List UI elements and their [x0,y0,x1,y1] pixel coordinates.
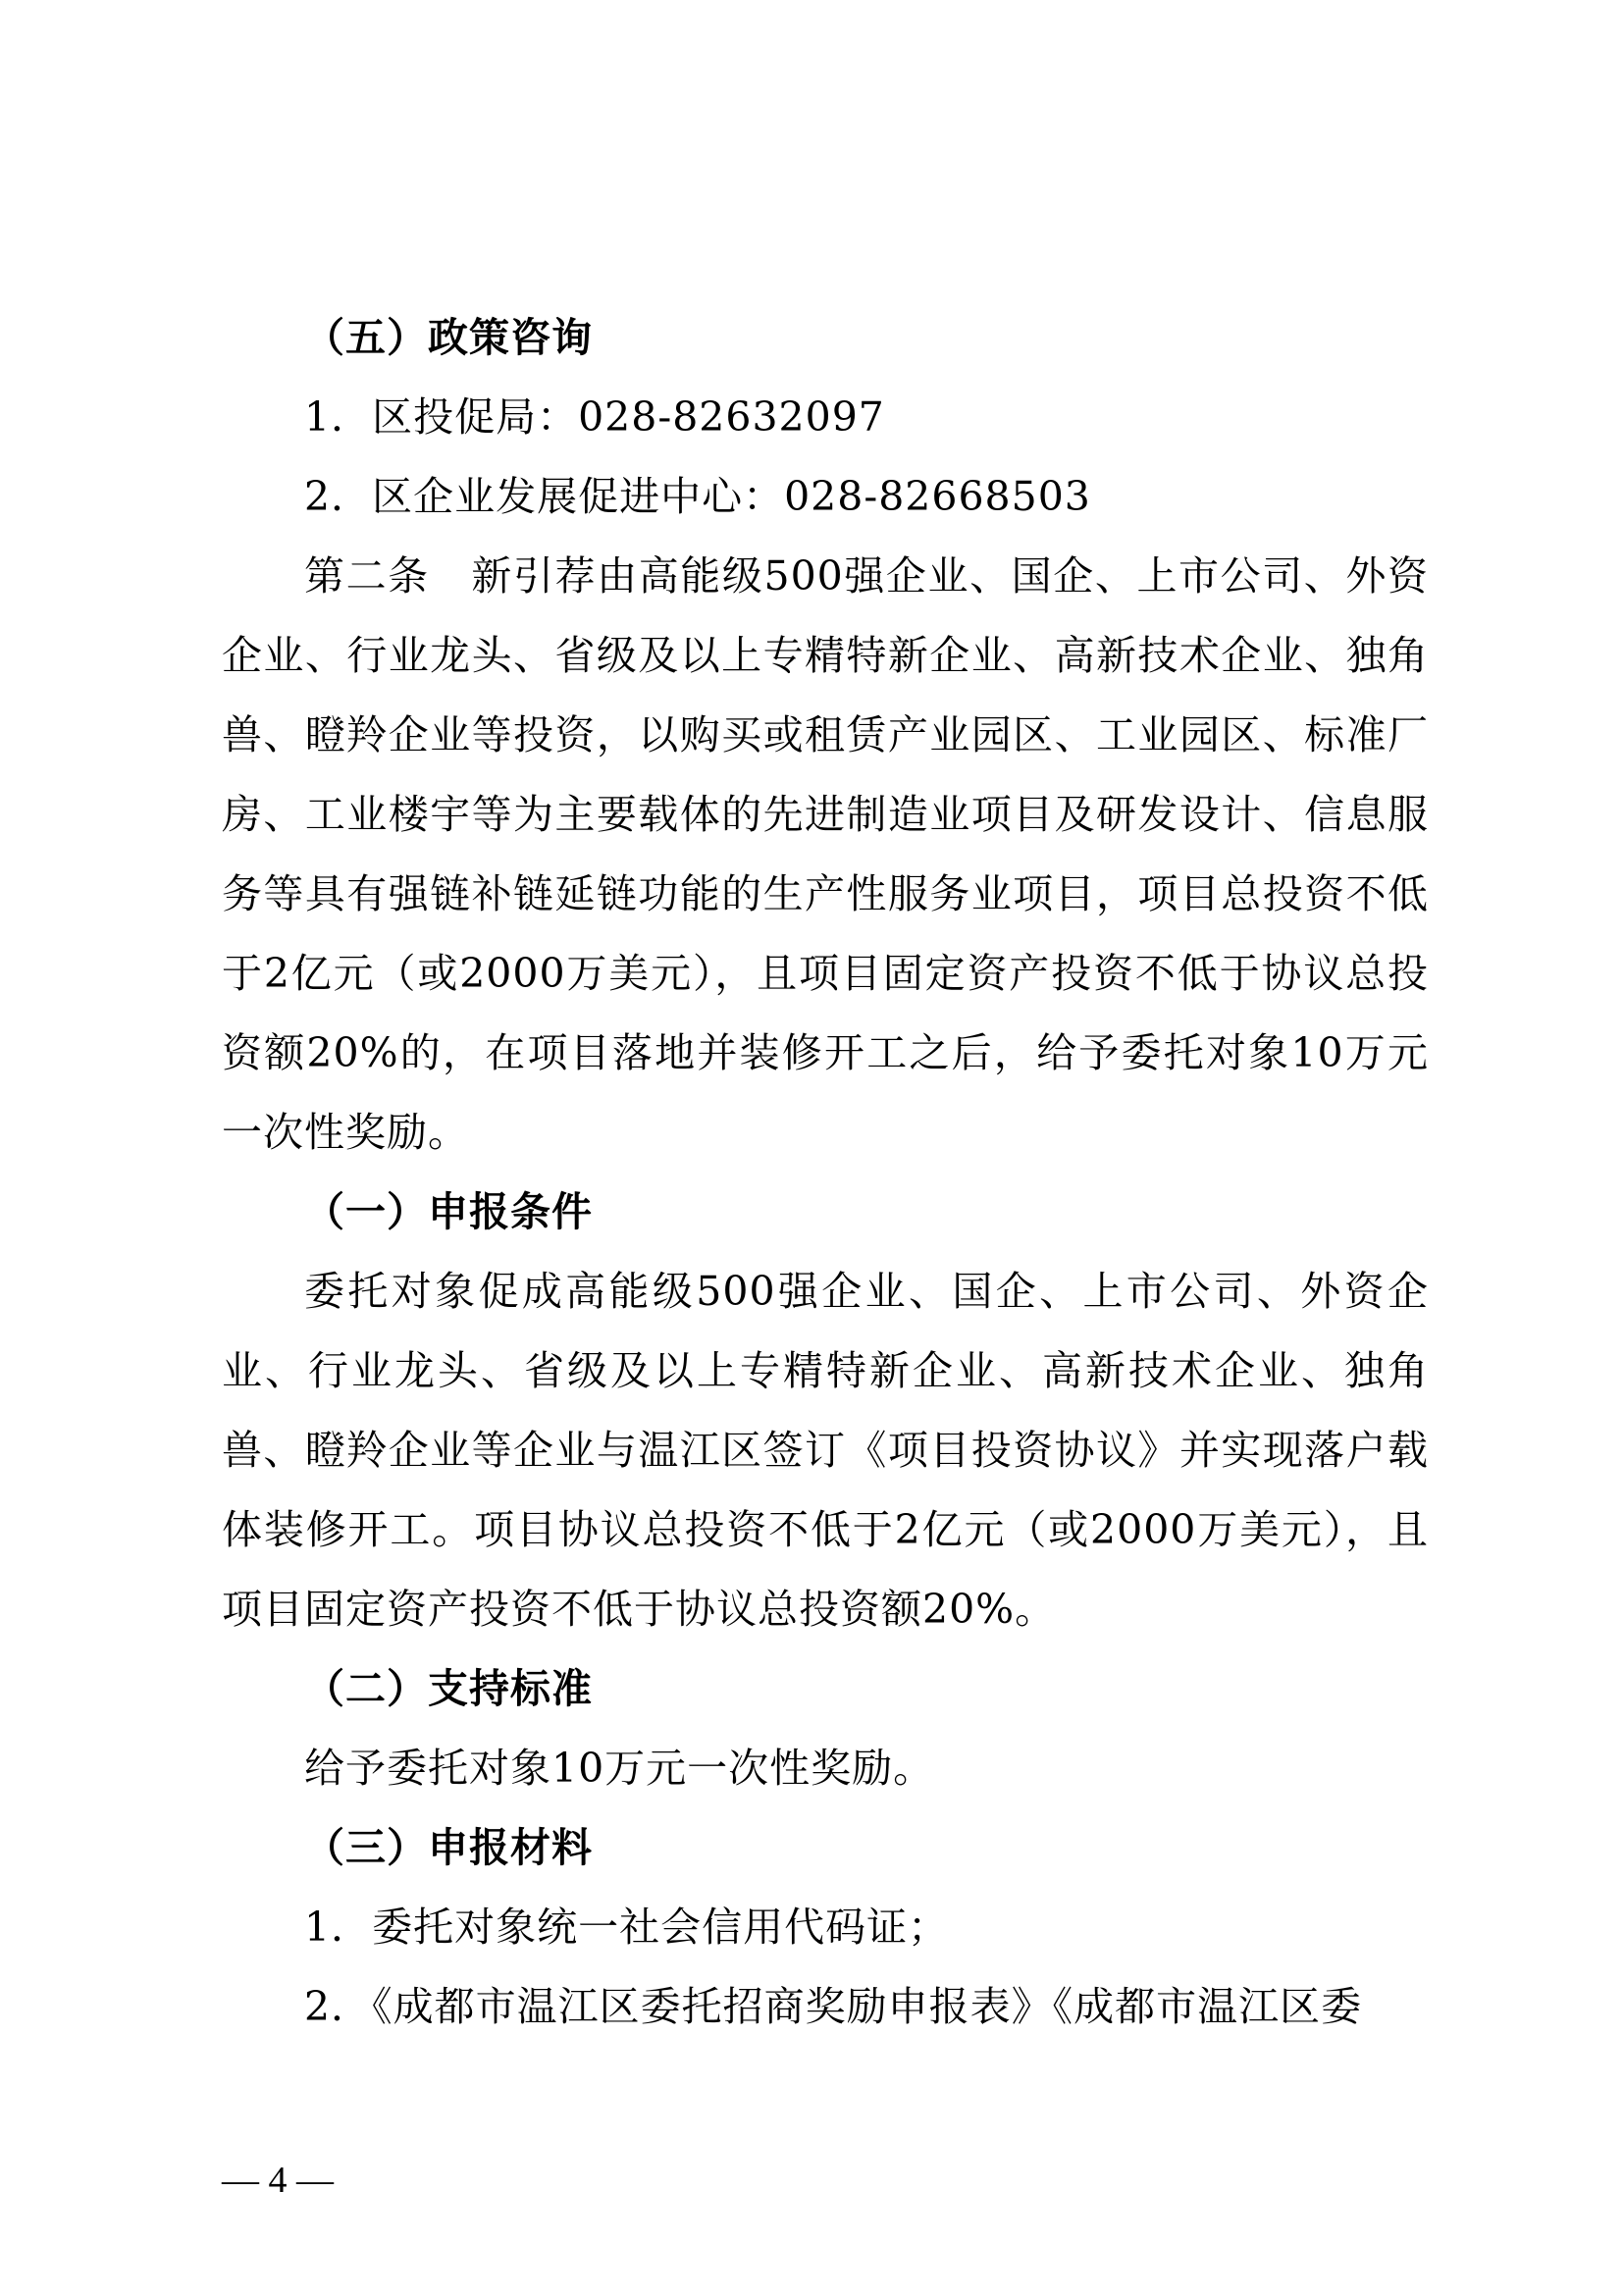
contact-enterprise-development-center: 2．区企业发展促进中心：028-82668503 [304,473,1091,520]
article-two-paragraph: 第二条 新引荐由高能级500强企业、国企、上市公司、外资企业、行业龙头、省级及以上专精特新企业、高新技术企业、独角兽、瞪羚企业等投资，以购买或租赁产业园区、工业园区、标准厂房、工业楼宇等为主要载体的先进制造业项目及研发设计、信息服务等具有强链补链延链功能的生产性服务业项目，项目总投资不低于2亿元（或2000万美元），且项目固定资产投资不低于协议总投资额20%的，在项目落地并装修开工之后，给予委托对象10万元一次性奖励。 [222,552,1429,1156]
contact-investment-bureau: 1．区投促局：028-82632097 [304,393,885,441]
section-heading-support-standard: （二）支持标准 [304,1665,593,1712]
support-standard-paragraph: 给予委托对象10万元一次性奖励。 [304,1745,935,1792]
section-heading-policy-consultation: （五）政策咨询 [304,314,593,361]
section-heading-application-conditions: （一）申报条件 [304,1188,593,1235]
section-heading-application-materials: （三）申报材料 [304,1824,593,1871]
page-number: — 4 — [222,2160,334,2201]
document-body [222,298,1429,2047]
material-item-2: 2．《成都市温江区委托招商奖励申报表》《成都市温江区委 [304,1983,1363,2030]
application-conditions-paragraph: 委托对象促成高能级500强企业、国企、上市公司、外资企业、行业龙头、省级及以上专精特新企业、高新技术企业、独角兽、瞪羚企业等企业与温江区签订《项目投资协议》并实现落户载体装修开工。项目协议总投资不低于2亿元（或2000万美元），且项目固定资产投资不低于协议总投资额20%。 [222,1268,1429,1633]
material-item-1: 1．委托对象统一社会信用代码证； [304,1904,950,1951]
